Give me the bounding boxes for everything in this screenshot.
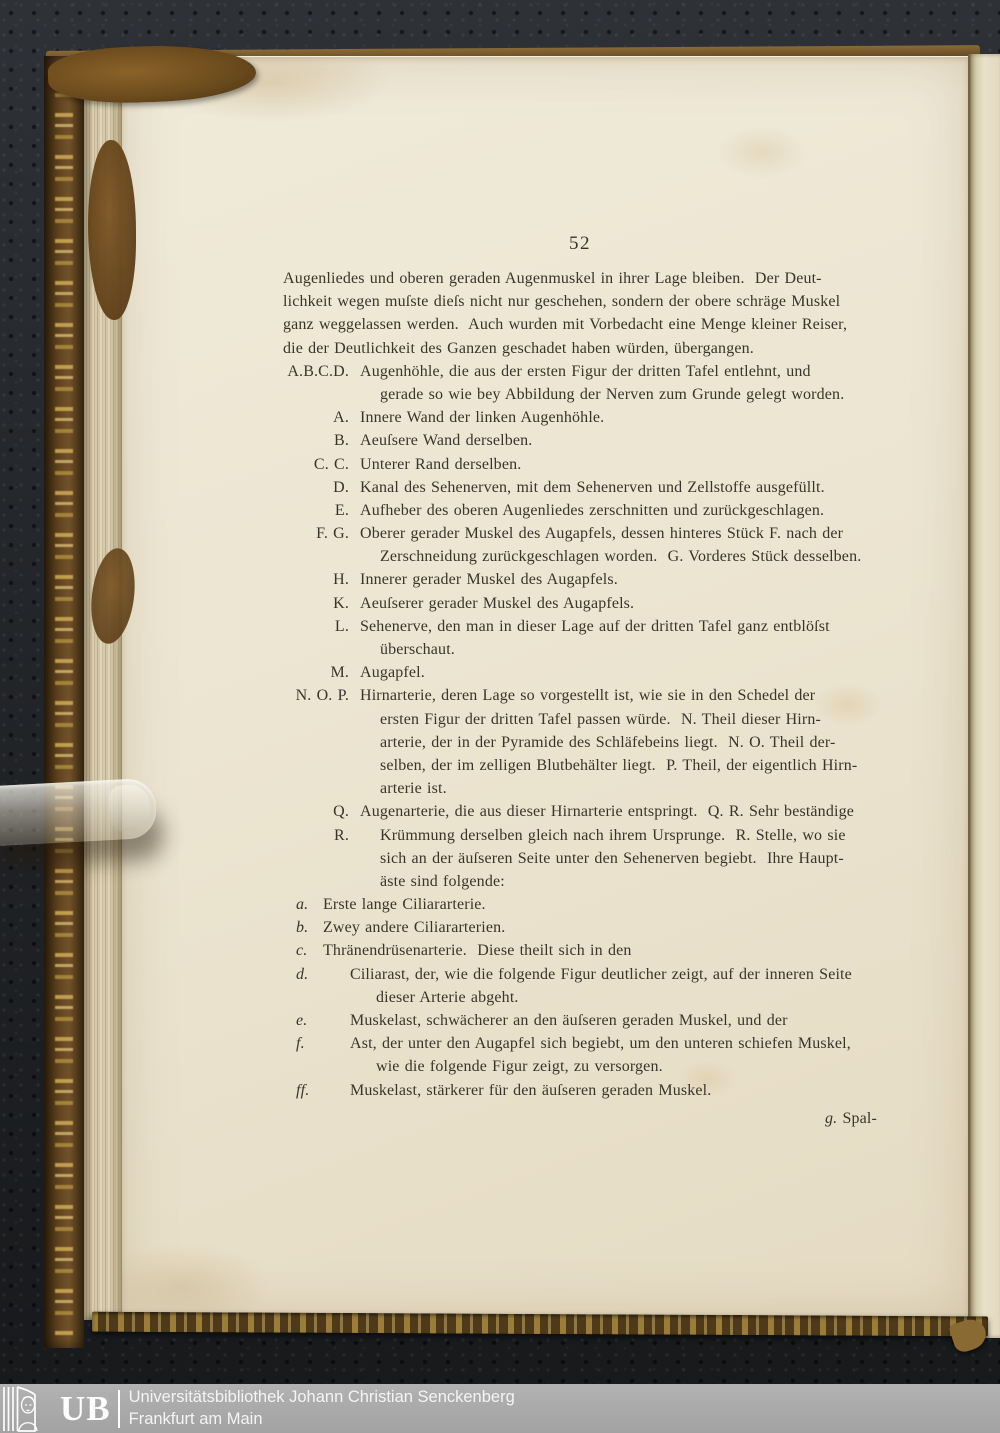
legend-line	[283, 916, 877, 939]
line-text: Augenliedes und oberen geraden Augenmuskel in ihrer Lage bleiben. Der Deut-	[283, 270, 822, 287]
legend-rows	[283, 267, 877, 1102]
ub-logo[interactable]	[2, 1386, 129, 1432]
line-text: Kanal des Sehenerven, mit dem Sehenerven und Zellstoffe ausgefüllt.	[360, 478, 825, 496]
legend-label: M.	[330, 664, 349, 682]
line-text: sich an der äuſseren Seite unter den Sehenerven begiebt. Ihre Haupt-	[380, 849, 844, 867]
page-holder-tip	[109, 784, 151, 832]
legend-line	[283, 661, 877, 684]
line-text: Muskelast, schwächerer an den äuſseren geraden Muskel, und der	[350, 1012, 788, 1029]
transparent-page-holder	[0, 778, 157, 847]
line-text: arterie, der in der Pyramide des Schläfebeins liegt. N. O. Theil der-	[380, 733, 836, 751]
line-text: arterie ist.	[380, 780, 447, 798]
text-line	[283, 313, 877, 336]
ub-logo-text: UB	[60, 1388, 111, 1428]
facing-page-edge	[968, 54, 1000, 1338]
text-line	[283, 731, 877, 754]
legend-line	[283, 360, 877, 383]
line-text: Zwey andere Ciliararterien.	[323, 919, 506, 937]
page-number: 52	[569, 233, 591, 254]
legend-label: A.B.C.D.	[287, 362, 349, 380]
text-line	[283, 754, 877, 777]
legend-line	[283, 800, 877, 823]
line-text: Augenhöhle, die aus der ersten Figur der dritten Tafel entlehnt, und	[360, 362, 811, 380]
legend-label: f.	[296, 1035, 305, 1053]
line-text: Innerer gerader Muskel des Augapfels.	[360, 571, 618, 589]
legend-line	[283, 499, 877, 522]
legend-label: E.	[334, 501, 349, 519]
legend-label: R.	[334, 826, 349, 844]
spine-gilt-ornament	[55, 66, 73, 1338]
line-text: gerade so wie bey Abbildung der Nerven zum Grunde gelegt worden.	[380, 385, 845, 403]
legend-line	[283, 406, 877, 429]
line-text: ganz weggelassen werden. Auch wurden mit Vorbedacht eine Menge kleiner Reiser,	[283, 316, 848, 334]
line-text: Augenarterie, die aus dieser Hirnarterie entspringt. Q. R. Sehr beständige	[360, 803, 854, 821]
legend-line	[283, 684, 877, 707]
library-name-line1: Universitätsbibliothek Johann Christian Senckenberg	[128, 1388, 515, 1407]
book-bottom-gilt-edge	[92, 1312, 988, 1337]
legend-line	[283, 476, 877, 499]
legend-line	[283, 592, 877, 615]
legend-label: Q.	[333, 803, 349, 821]
line-text: lichkeit wegen muſste dieſs nicht nur geschehen, sondern der obere schräge Muskel	[283, 293, 841, 311]
line-text: Thränendrüsenarterie. Diese theilt sich in den	[323, 942, 632, 960]
legend-label: B.	[334, 432, 349, 450]
text-line	[283, 708, 877, 731]
legend-line	[283, 1079, 877, 1102]
text-line	[283, 638, 877, 661]
legend-label: d.	[296, 965, 309, 983]
text-line	[283, 290, 877, 313]
legend-line	[283, 429, 877, 452]
catchword-lead: g.	[825, 1109, 838, 1127]
line-text: Ast, der unter den Augapfel sich begiebt, um den unteren schiefen Muskel,	[350, 1035, 851, 1053]
library-name	[129, 1387, 515, 1429]
legend-label: H.	[333, 571, 349, 589]
logo-separator	[118, 1390, 120, 1428]
line-text: selben, der im zelligen Blutbehälter liegt. P. Theil, der eigentlich Hirn-	[380, 756, 858, 774]
legend-line	[283, 453, 877, 476]
legend-line	[283, 522, 877, 545]
text-line	[283, 383, 877, 406]
line-text: äste sind folgende:	[380, 872, 505, 890]
book-page	[122, 56, 968, 1317]
book-spine	[44, 56, 84, 1348]
legend-line	[283, 893, 877, 916]
line-text: Unterer Rand derselben.	[360, 455, 522, 473]
text-line	[283, 267, 877, 290]
legend-label: L.	[334, 617, 349, 635]
page-text-block	[283, 267, 877, 1130]
text-line	[283, 545, 877, 568]
line-text: Ciliarast, der, wie die folgende Figur deutlicher zeigt, auf der inneren Seite	[350, 965, 852, 983]
legend-label: K.	[333, 594, 349, 612]
line-text: Innere Wand der linken Augenhöhle.	[360, 409, 605, 427]
legend-line	[283, 824, 877, 847]
leather-damage-patch	[88, 140, 136, 320]
text-line	[283, 847, 877, 870]
legend-label: F. G.	[316, 525, 349, 543]
legend-line	[283, 963, 877, 986]
legend-label: C. C.	[313, 455, 349, 473]
legend-line	[283, 1032, 877, 1055]
text-line	[283, 1055, 877, 1078]
line-text: wie die folgende Figur zeigt, zu versorgen.	[376, 1058, 663, 1076]
line-text: Augapfel.	[360, 664, 425, 682]
legend-label: a.	[296, 896, 309, 914]
line-text: Aufheber des oberen Augenliedes zerschnitten und zurückgeschlagen.	[360, 501, 825, 519]
text-line	[283, 777, 877, 800]
legend-label: ff.	[296, 1081, 310, 1099]
legend-label: c.	[296, 942, 308, 960]
line-text: Hirnarterie, deren Lage so vorgestellt ist, wie sie in den Schedel der	[360, 687, 816, 705]
line-text: Krümmung derselben gleich nach ihrem Ursprunge. R. Stelle, wo sie	[380, 826, 846, 844]
legend-label: b.	[296, 919, 309, 937]
library-name-line2: Frankfurt am Main	[128, 1409, 263, 1428]
book-and-portrait-icon	[2, 1386, 58, 1432]
legend-line	[283, 568, 877, 591]
legend-label: N. O. P.	[295, 687, 349, 705]
line-text: Zerschneidung zurückgeschlagen worden. G. Vorderes Stück desselben.	[380, 548, 862, 566]
legend-line	[283, 939, 877, 962]
line-text: überschaut.	[380, 641, 455, 658]
line-text: Erste lange Ciliararterie.	[323, 896, 486, 914]
catchword-word: Spal-	[837, 1109, 877, 1127]
legend-line	[283, 1009, 877, 1032]
line-text: die der Deutlichkeit des Ganzen geschadet haben würden, übergangen.	[283, 339, 754, 357]
text-line	[283, 337, 877, 360]
legend-label: e.	[296, 1012, 308, 1029]
line-text: Aeuſsere Wand derselben.	[360, 432, 533, 450]
text-line	[283, 870, 877, 893]
library-footer-bar	[0, 1384, 1000, 1433]
line-text: dieser Arterie abgeht.	[376, 988, 519, 1006]
line-text: ersten Figur der dritten Tafel passen würde. N. Theil dieser Hirn-	[380, 710, 821, 728]
line-text: Sehenerve, den man in dieser Lage auf der dritten Tafel ganz entblöſst	[360, 617, 830, 635]
catchword	[283, 1107, 877, 1130]
legend-label: D.	[333, 478, 349, 496]
legend-line	[283, 615, 877, 638]
line-text: Aeuſserer gerader Muskel des Augapfels.	[360, 594, 635, 612]
line-text: Oberer gerader Muskel des Augapfels, dessen hinteres Stück F. nach der	[360, 525, 844, 543]
line-text: Muskelast, stärkerer für den äuſseren geraden Muskel.	[350, 1081, 712, 1099]
text-line	[283, 986, 877, 1009]
legend-label: A.	[333, 409, 349, 427]
